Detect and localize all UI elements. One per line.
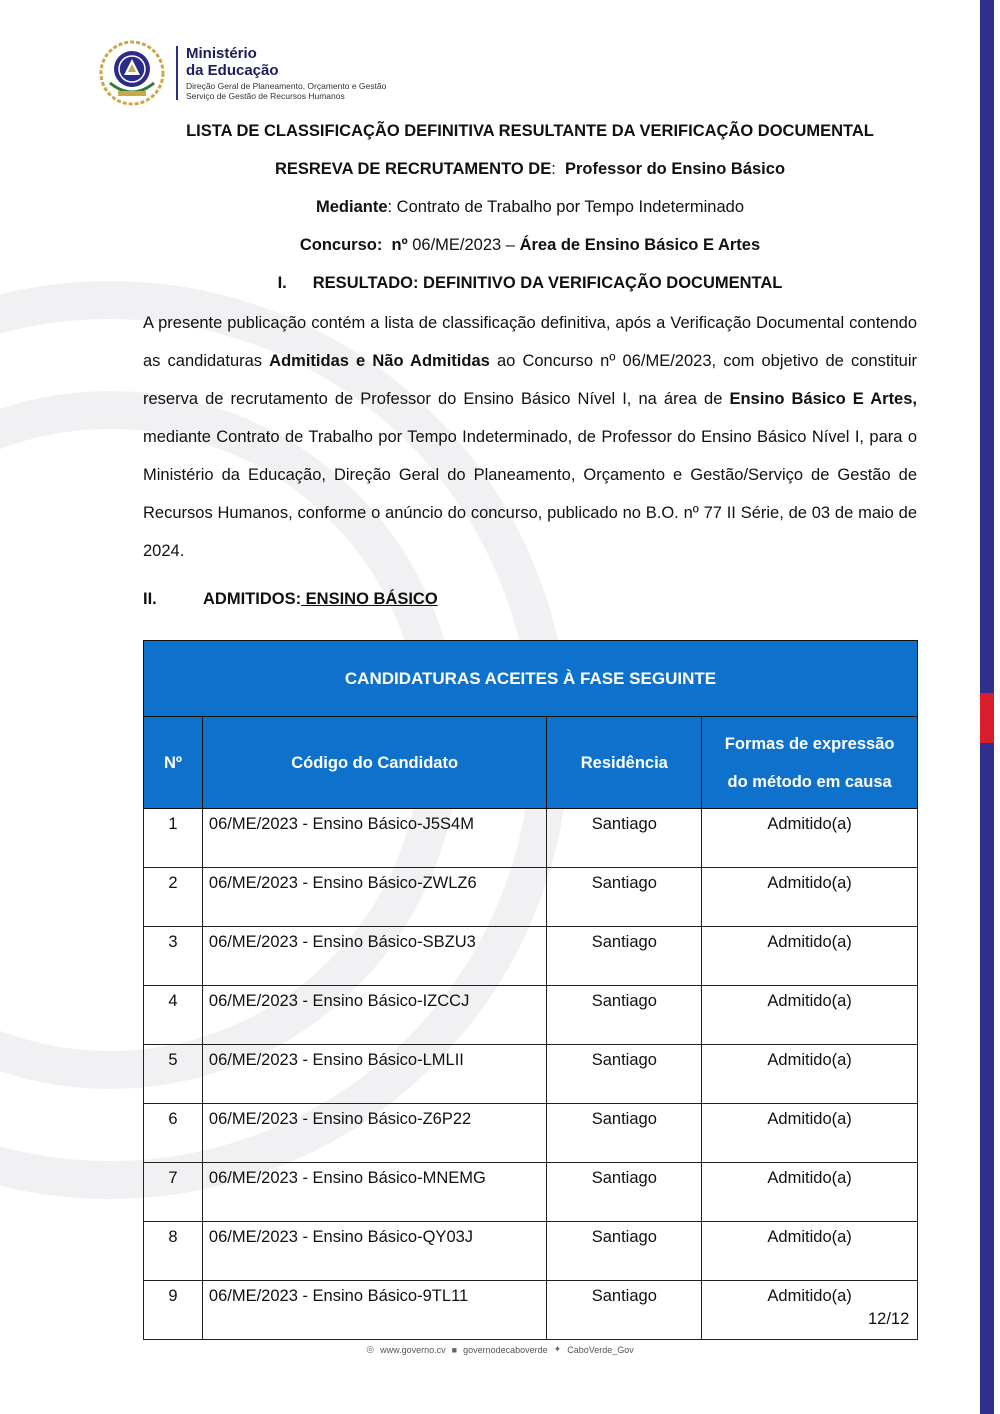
recruitment-label: RESREVA DE RECRUTAMENTO DE (274, 160, 552, 178)
row-number: 3 (144, 927, 203, 986)
row-number: 9 (144, 1281, 203, 1340)
ministry-block (176, 46, 386, 100)
section-1-number: I. (277, 274, 287, 292)
letterhead (98, 38, 386, 108)
row-candidate-code: 06/ME/2023 - Ensino Básico-LMLII (202, 1045, 546, 1104)
page-number: 12/12 (868, 1310, 910, 1328)
page-footer (0, 1344, 1000, 1355)
footer-twitter[interactable]: CaboVerde_Gov (567, 1344, 634, 1355)
contract-value: Contrato de Trabalho por Tempo Indeterminado (396, 198, 745, 216)
section-2-number: II. (143, 590, 157, 608)
paragraph-part1: A presente publicação contém a lista de classificação definitiva, após a Verificação Documental contendo as candidaturas (143, 314, 917, 370)
row-status: Admitido(a) (702, 1281, 918, 1340)
table-header-row (144, 717, 918, 809)
ministry-name-line1: Ministério (186, 45, 257, 62)
competition-label: Concurso: (299, 236, 383, 254)
row-status: Admitido(a) (702, 927, 918, 986)
competition-no: nº (391, 236, 408, 254)
table-row (144, 868, 918, 927)
table-row (144, 1222, 918, 1281)
globe-icon: ◎ (366, 1344, 375, 1354)
row-number: 6 (144, 1104, 203, 1163)
paragraph-part3: mediante Contrato de Trabalho por Tempo Indeterminado, de Professor do Ensino Básico Nível I, para o Ministério da Educação, Direção Geral do Planeamento, Orçamento e Gestão/Serviço de Gestão de Recursos Humanos, conforme o anúncio do concurso, publicado no B.O. nº 77 II Série, de 03 de maio de 2024. (143, 428, 917, 560)
table-row (144, 986, 918, 1045)
contract-label: Mediante (315, 198, 388, 216)
table-caption: CANDIDATURAS ACEITES À FASE SEGUINTE (144, 641, 918, 717)
section-2-label: ADMITIDOS: (203, 590, 302, 608)
recruitment-line: RESREVA DE RECRUTAMENTO DE: Professor do Ensino Básico (274, 160, 786, 178)
paragraph-bold1: Admitidas e Não Admitidas (269, 352, 490, 370)
row-status: Admitido(a) (702, 1104, 918, 1163)
section-1-title: RESULTADO: DEFINITIVO DA VERIFICAÇÃO DOCUMENTAL (312, 274, 783, 292)
competition-dash: – (505, 236, 515, 254)
row-number: 4 (144, 986, 203, 1045)
row-number: 1 (144, 809, 203, 868)
table-row (144, 1281, 918, 1340)
paragraph-bold2: Ensino Básico E Artes, (729, 390, 917, 408)
competition-area: Área de Ensino Básico E Artes (519, 236, 761, 254)
table-row (144, 1045, 918, 1104)
side-color-bar (980, 0, 994, 1414)
coat-of-arms-logo (98, 39, 166, 107)
row-status: Admitido(a) (702, 986, 918, 1045)
department-line1: Direção Geral de Planeamento, Orçamento e Gestão (186, 81, 387, 91)
department-line2: Serviço de Gestão de Recursos Humanos (186, 90, 345, 101)
row-candidate-code: 06/ME/2023 - Ensino Básico-ZWLZ6 (202, 868, 546, 927)
row-residence: Santiago (547, 1281, 702, 1340)
row-candidate-code: 06/ME/2023 - Ensino Básico-J5S4M (202, 809, 546, 868)
row-residence: Santiago (547, 1163, 702, 1222)
side-red-mark (980, 693, 994, 743)
table-row (144, 1163, 918, 1222)
table-row (144, 1104, 918, 1163)
row-candidate-code: 06/ME/2023 - Ensino Básico-SBZU3 (202, 927, 546, 986)
row-status: Admitido(a) (702, 809, 918, 868)
row-candidate-code: 06/ME/2023 - Ensino Básico-9TL11 (202, 1281, 546, 1340)
row-residence: Santiago (547, 986, 702, 1045)
facebook-icon: ■ (451, 1344, 458, 1355)
section-2-underlined: ENSINO BÁSICO (301, 590, 438, 608)
row-residence: Santiago (547, 927, 702, 986)
contract-line: Mediante: Contrato de Trabalho por Tempo Indeterminado (315, 198, 745, 216)
header-number: Nº (144, 717, 203, 809)
ministry-name-line2: da Educação (186, 62, 279, 79)
header-residence: Residência (547, 717, 702, 809)
row-status: Admitido(a) (702, 1163, 918, 1222)
row-status: Admitido(a) (702, 868, 918, 927)
paragraph-part2: ao Concurso nº 06/ME/2023, com objetivo de constituir reserva de recrutamento de Professor do Ensino Básico Nível I, na área de (143, 352, 918, 408)
row-candidate-code: 06/ME/2023 - Ensino Básico-Z6P22 (202, 1104, 546, 1163)
document-title: LISTA DE CLASSIFICAÇÃO DEFINITIVA RESULTANTE DA VERIFICAÇÃO DOCUMENTAL (186, 122, 874, 140)
row-candidate-code: 06/ME/2023 - Ensino Básico-IZCCJ (202, 986, 546, 1045)
row-residence: Santiago (547, 1104, 702, 1163)
header-candidate-code: Código do Candidato (202, 717, 546, 809)
row-candidate-code: 06/ME/2023 - Ensino Básico-QY03J (202, 1222, 546, 1281)
row-residence: Santiago (547, 809, 702, 868)
header-status-line1: Formas de expressão (724, 734, 895, 753)
footer-facebook[interactable]: governodecaboverde (463, 1344, 548, 1355)
row-candidate-code: 06/ME/2023 - Ensino Básico-MNEMG (202, 1163, 546, 1222)
table-body (144, 809, 918, 1340)
row-number: 5 (144, 1045, 203, 1104)
table-row (144, 927, 918, 986)
section-1-heading (143, 274, 917, 293)
intro-paragraph (143, 304, 917, 570)
header-status-line2: do método em causa (727, 772, 892, 791)
table-caption-row (144, 641, 918, 717)
row-number: 7 (144, 1163, 203, 1222)
row-residence: Santiago (547, 1222, 702, 1281)
row-number: 2 (144, 868, 203, 927)
section-2-heading (143, 590, 438, 609)
row-residence: Santiago (547, 868, 702, 927)
row-number: 8 (144, 1222, 203, 1281)
row-status: Admitido(a) (702, 1222, 918, 1281)
recruitment-value: Professor do Ensino Básico (564, 160, 786, 178)
candidates-table (143, 640, 918, 1340)
footer-website[interactable]: www.governo.cv (380, 1344, 446, 1355)
header-status (702, 717, 918, 809)
twitter-icon: ✦ (553, 1344, 562, 1354)
competition-number: 06/ME/2023 (412, 236, 502, 254)
row-status: Admitido(a) (702, 1045, 918, 1104)
competition-line (143, 236, 917, 255)
row-residence: Santiago (547, 1045, 702, 1104)
table-row (144, 809, 918, 868)
